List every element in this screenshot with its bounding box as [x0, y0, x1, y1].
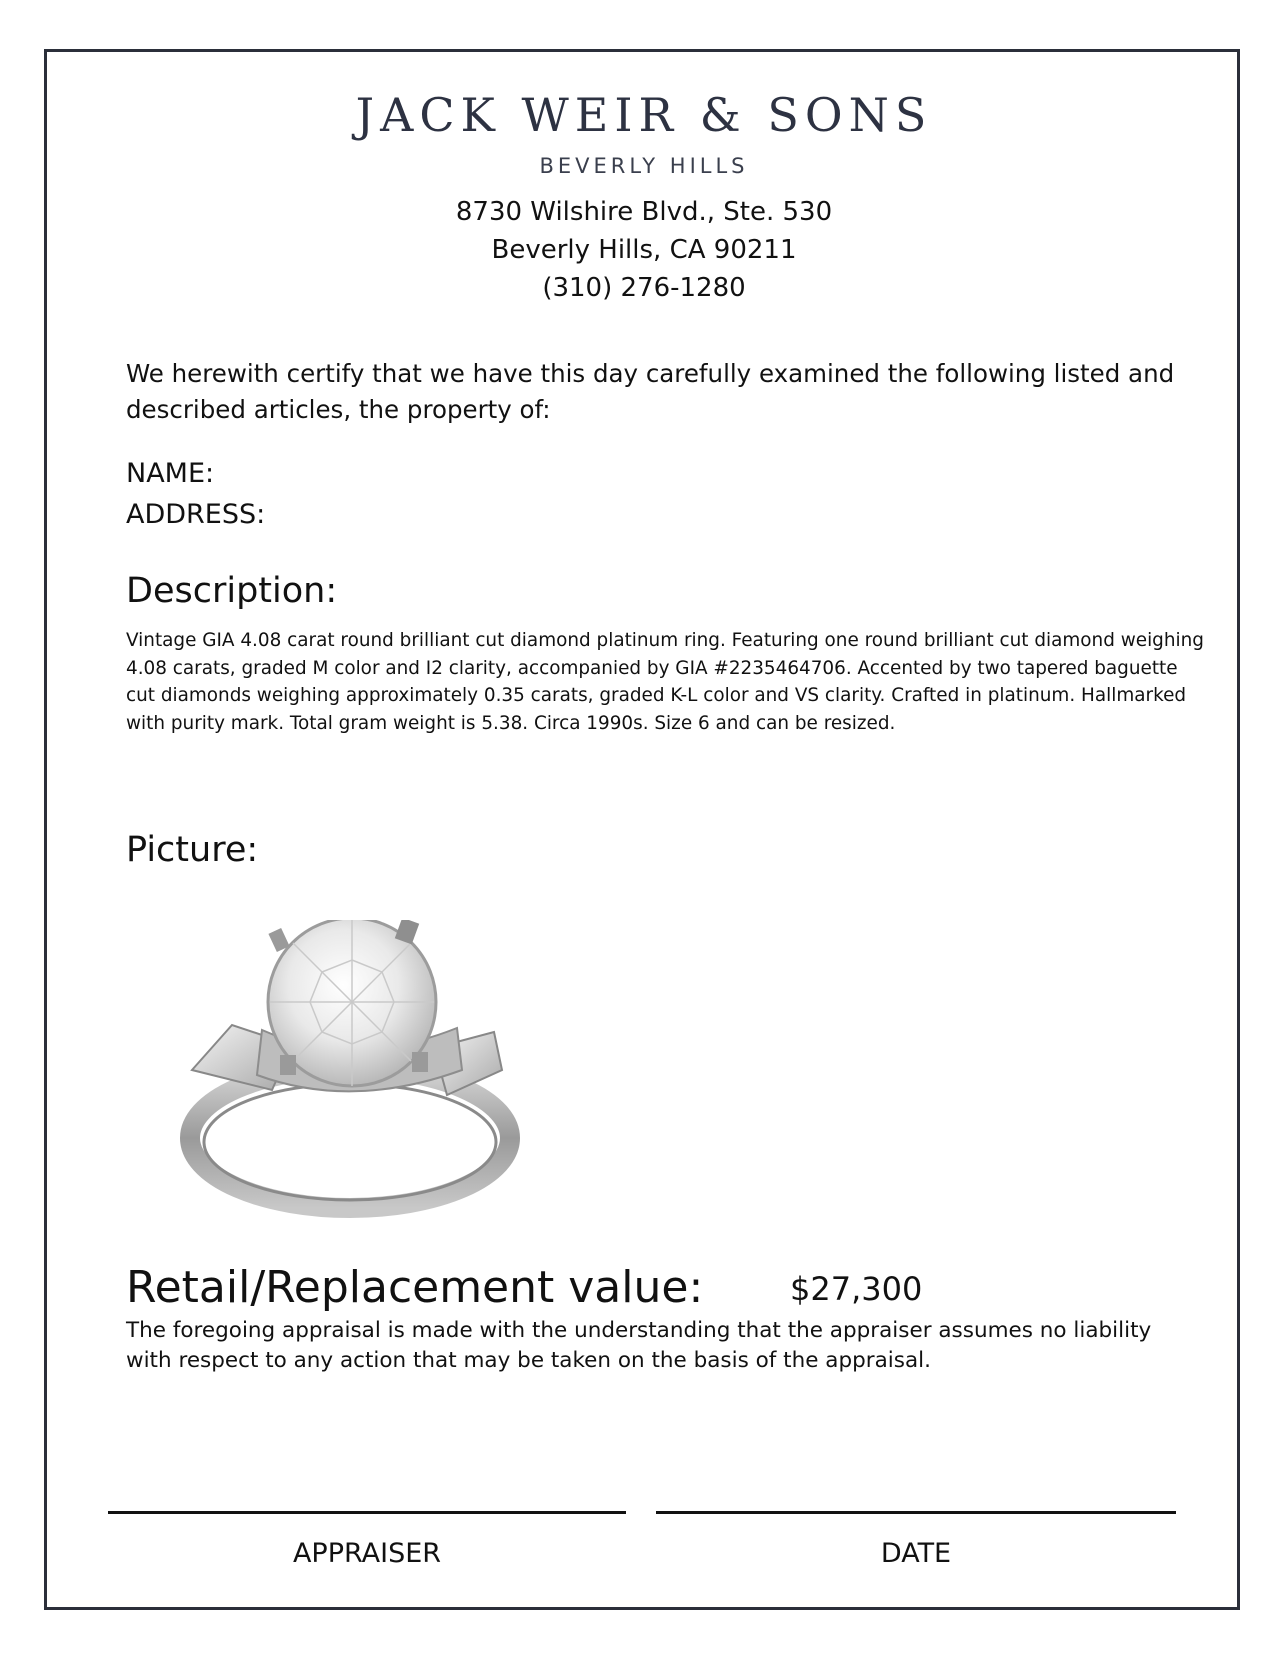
- picture-heading: Picture:: [126, 830, 259, 870]
- diamond-ring-photo: [172, 920, 544, 1220]
- appraisal-disclaimer: The foregoing appraisal is made with the understanding that the appraiser assumes no liability with respect to any action that may be taken on the basis of the appraisal.: [126, 1318, 1152, 1373]
- brand-logo: JACK WEIR & SONS: [355, 88, 933, 142]
- phone-number: (310) 276-1280: [542, 273, 746, 303]
- appraiser-label: APPRAISER: [292, 1538, 442, 1569]
- value-label: Retail/Replacement value:: [126, 1262, 704, 1313]
- owner-address-label: ADDRESS:: [126, 499, 266, 530]
- value-amount: $27,300: [790, 1270, 923, 1308]
- date-label: DATE: [880, 1538, 952, 1569]
- appraiser-signature-line: [108, 1511, 626, 1514]
- address-line-1: 8730 Wilshire Blvd., Ste. 530: [455, 197, 833, 227]
- brand-city: BEVERLY HILLS: [539, 154, 749, 178]
- address-line-2: Beverly Hills, CA 90211: [491, 235, 797, 265]
- owner-name-label: NAME:: [126, 458, 215, 489]
- description-heading: Description:: [126, 571, 338, 611]
- date-signature-line: [656, 1511, 1176, 1514]
- description-text: Vintage GIA 4.08 carat round brilliant cut diamond platinum ring. Featuring one round brilliant cut diamond weighing 4.08 carats, graded M color and I2 clarity, accompanied by GIA #2235464706. Accented by two tapered baguette cut diamonds weighing approximately 0.35 carats, graded K-L color and VS clarity. Crafted in platinum. Hallmarked with purity mark. Total gram weight is 5.38. Circa 1990s. Size 6 and can be resized.: [126, 630, 1204, 734]
- certification-statement: We herewith certify that we have this day carefully examined the following listed and described articles, the property of:: [126, 359, 1175, 424]
